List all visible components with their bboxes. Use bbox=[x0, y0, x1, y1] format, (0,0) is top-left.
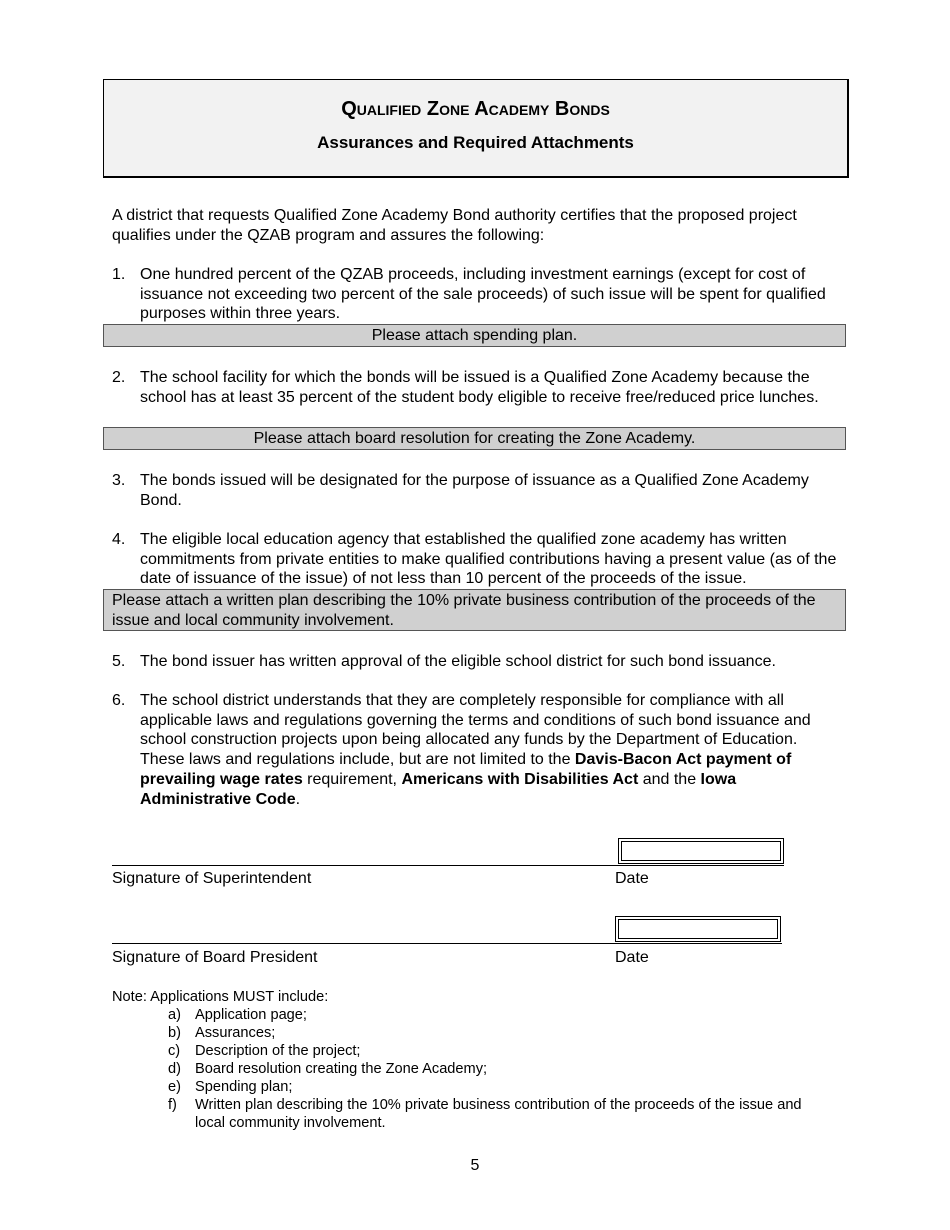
list-item-letter: a) bbox=[168, 1007, 181, 1023]
list-item-letter: b) bbox=[168, 1025, 181, 1041]
item-text: The school facility for which the bonds will be issued is a Qualified Zone Academy because the school has at least 35 percent of the student body eligible to receive free/reduced price lunches. bbox=[140, 369, 819, 406]
intro-paragraph: A district that requests Qualified Zone Academy Bond authority certifies that the proposed project qualifies under the QZAB program and assures the following: bbox=[112, 207, 797, 244]
iowa-admin-code-bold: Iowa Administrative Code bbox=[140, 770, 737, 808]
board-president-signature-line[interactable] bbox=[112, 943, 782, 944]
list-item-text: Board resolution creating the Zone Academy; bbox=[195, 1061, 488, 1077]
superintendent-signature-label: Signature of Superintendent bbox=[112, 870, 312, 887]
list-item-text: Assurances; bbox=[195, 1025, 276, 1041]
item-text: The bonds issued will be designated for the purpose of issuance as a Qualified Zone Academy Bond. bbox=[140, 472, 809, 509]
item-number: 5. bbox=[112, 653, 126, 670]
board-president-date-label: Date bbox=[615, 949, 649, 966]
superintendent-date-label: Date bbox=[615, 870, 649, 887]
item-number: 2. bbox=[112, 369, 126, 386]
list-item-text: Description of the project; bbox=[195, 1043, 361, 1059]
list-item-letter: c) bbox=[168, 1043, 181, 1059]
item-text: The eligible local education agency that established the qualified zone academy has written commitments from private entities to make qualified contributions having a present value (as of the date of issuance of the issue) of not less than 10 percent of the proceeds of the issue. bbox=[140, 531, 837, 588]
item-text: The bond issuer has written approval of the eligible school district for such bond issuance. bbox=[140, 653, 776, 670]
superintendent-signature-line[interactable] bbox=[112, 865, 784, 866]
item-6-text-a: The school district understands that they are completely responsible for compliance with all applicable laws and regulations governing the terms and conditions of such bond issuance and school construction projects upon being allocated any funds by the Department of Education. These laws and regulations include, but are not limited to the bbox=[140, 692, 811, 769]
item-6-text-d: . bbox=[295, 790, 301, 808]
board-president-date-field[interactable] bbox=[615, 916, 781, 942]
item-number: 3. bbox=[112, 472, 126, 489]
superintendent-date-field[interactable] bbox=[618, 838, 784, 864]
list-item-text: Written plan describing the 10% private business contribution of the proceeds of the issue and local community involvement. bbox=[195, 1097, 802, 1131]
item-number: 4. bbox=[112, 531, 126, 548]
page-subtitle: Assurances and Required Attachments bbox=[317, 133, 634, 152]
item-6-text-c: and the bbox=[638, 770, 701, 788]
ada-bold: Americans with Disabilities Act bbox=[401, 770, 639, 788]
item-number: 1. bbox=[112, 266, 126, 283]
item-text: One hundred percent of the QZAB proceeds, including investment earnings (except for cost of issuance not exceeding two percent of the sale proceeds) of such issue will be spent for qualified purposes within three years. bbox=[140, 266, 826, 323]
list-item-letter: e) bbox=[168, 1079, 181, 1095]
attach-board-resolution-note: Please attach board resolution for creating the Zone Academy. bbox=[103, 427, 846, 450]
list-item-text: Spending plan; bbox=[195, 1079, 293, 1095]
attach-private-contribution-note: Please attach a written plan describing the 10% private business contribution of the proceeds of the issue and local community involvement. bbox=[103, 589, 846, 631]
item-number: 6. bbox=[112, 692, 126, 709]
list-item-text: Application page; bbox=[195, 1007, 307, 1023]
davis-bacon-act-bold: Davis-Bacon Act payment of prevailing wage rates bbox=[140, 751, 792, 788]
attach-spending-plan-note: Please attach spending plan. bbox=[103, 324, 846, 347]
list-item-letter: d) bbox=[168, 1061, 181, 1077]
list-item-letter: f) bbox=[168, 1097, 177, 1113]
board-president-signature-label: Signature of Board President bbox=[112, 949, 318, 966]
item-text bbox=[140, 691, 840, 809]
note-heading: Note: Applications MUST include: bbox=[112, 989, 329, 1005]
page-title: Qualified Zone Academy Bonds bbox=[341, 98, 610, 120]
item-6-text-b: requirement, bbox=[302, 770, 402, 788]
header-box bbox=[103, 79, 849, 178]
page-number: 5 bbox=[470, 1157, 480, 1174]
